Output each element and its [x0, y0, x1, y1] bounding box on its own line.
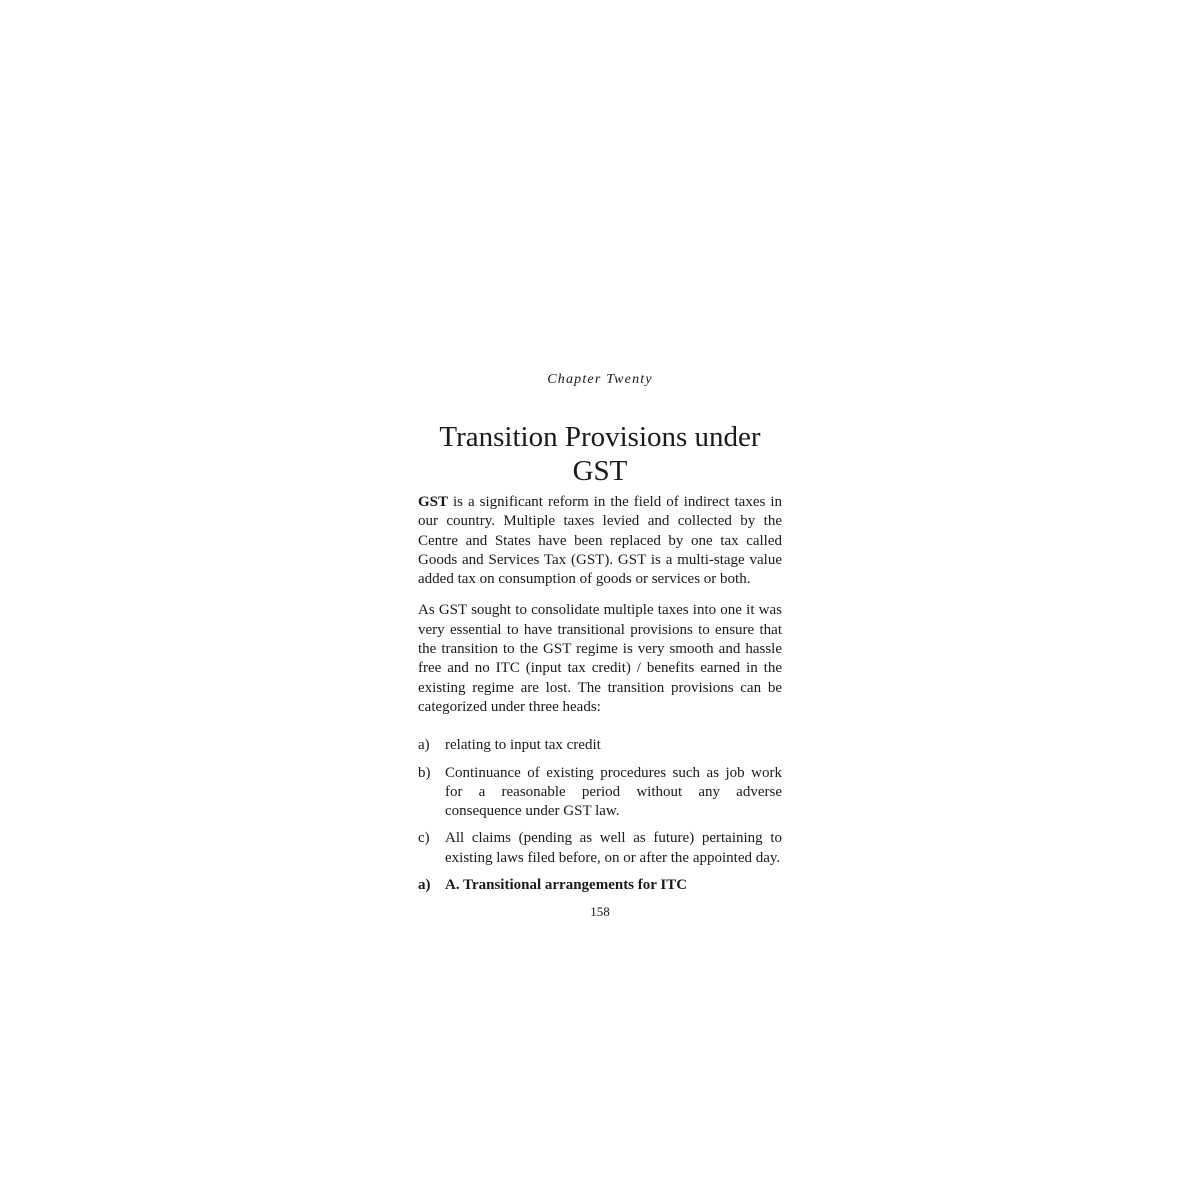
chapter-title: Transition Provisions under GST: [439, 421, 761, 487]
section-heading-marker: a): [418, 877, 431, 894]
list-item-text: Continuance of existing procedures such as job work for a reasonable period without any adverse consequence under GST law.: [445, 764, 782, 820]
list-marker: c): [418, 830, 430, 847]
list-item-text: All claims (pending as well as future) pertaining to existing laws filed before, on or after the appointed day.: [445, 830, 782, 866]
list-marker: b): [418, 764, 431, 781]
intro-paragraph-text: is a significant reform in the field of indirect taxes in our country. Multiple taxes levied and collected by the Centre and States have been replaced by one tax called Goods and Services Tax (GST). GST is a multi-stage value added tax on consumption of goods or services or both.: [418, 494, 782, 588]
intro-lead-term: GST: [418, 494, 449, 510]
body-text: [418, 493, 782, 895]
chapter-label: Chapter Twenty: [547, 372, 653, 387]
section-heading-text: A. Transitional arrangements for ITC: [445, 877, 688, 894]
list-item-text: relating to input tax credit: [445, 737, 601, 754]
section-heading: [418, 876, 782, 895]
intro-paragraph: [418, 493, 782, 589]
list-item: [418, 736, 782, 755]
list-item: [418, 829, 782, 868]
transition-paragraph: As GST sought to consolidate multiple taxes into one it was very essential to have transitional provisions to ensure that the transition to the GST regime is very smooth and hassle free and no ITC (input tax credit) / benefits earned in the existing regime are lost. The transition provisions can be categorized under three heads:: [418, 602, 782, 715]
transition-heads-list: [418, 736, 782, 868]
list-marker: a): [418, 737, 430, 754]
page-number: 158: [590, 904, 610, 919]
list-item: [418, 764, 782, 822]
